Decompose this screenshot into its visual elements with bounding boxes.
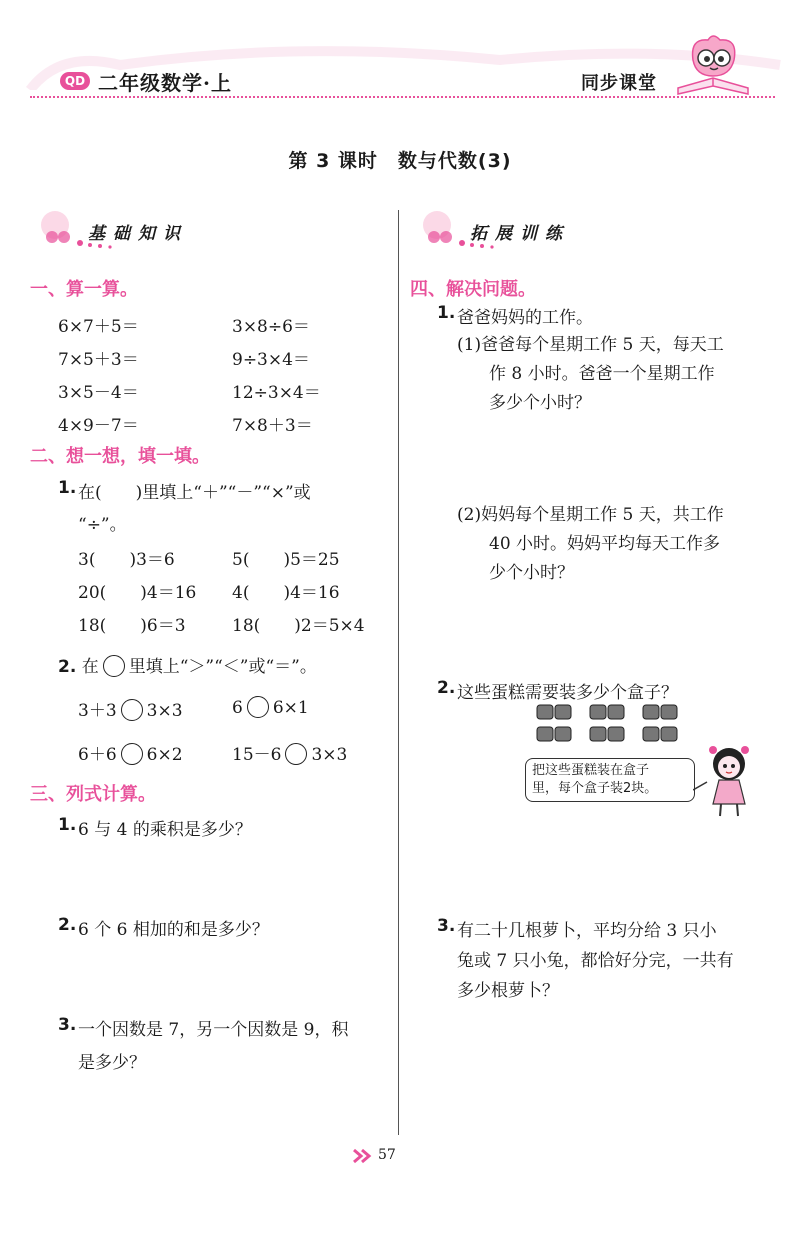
question-number: 3. — [58, 1015, 77, 1035]
question-text: “÷”。 — [78, 515, 127, 535]
question-text: 有二十几根萝卜，平均分给 3 只小 — [457, 921, 717, 941]
extension-banner — [412, 205, 582, 255]
answer-circle[interactable] — [121, 743, 143, 765]
speech-bubble — [525, 758, 695, 802]
compare-right: 6×2 — [146, 745, 183, 765]
question-text: 作 8 小时。爸爸一个星期工作 — [489, 364, 715, 384]
fill-blank-item: 4( )4＝16 — [232, 583, 340, 603]
bubble-text: 把这些蛋糕装在盒子 — [532, 763, 650, 778]
fill-blank-item: 5( )5＝25 — [232, 550, 340, 570]
question-number: 2. — [58, 915, 77, 935]
compare-right: 3×3 — [146, 701, 183, 721]
calc-item: 3×5－4＝ — [58, 383, 139, 403]
page-number: 57 — [378, 1147, 396, 1163]
question-text: 在 — [81, 657, 99, 677]
question-text: 40 小时。妈妈平均每天工作多 — [489, 534, 721, 554]
calc-item: 4×9－7＝ — [58, 416, 139, 436]
column-divider — [398, 210, 399, 1135]
question-text: 里填上“＞”“＜”或“＝”。 — [128, 657, 317, 677]
book-title: 二年级数学·上 — [98, 71, 232, 95]
calc-item: 7×5＋3＝ — [58, 350, 139, 370]
question-number: 1. — [58, 815, 77, 835]
girl-character-icon — [693, 742, 765, 822]
compare-left: 6＋6 — [78, 745, 117, 765]
question-text: 6 与 4 的乘积是多少？ — [78, 820, 252, 840]
answer-circle[interactable] — [285, 743, 307, 765]
fill-blank-item: 18( )2＝5×4 — [232, 616, 365, 636]
compare-item — [78, 740, 183, 765]
book-mascot-icon — [668, 30, 758, 98]
question-text: 这些蛋糕需要装多少个盒子？ — [457, 683, 678, 703]
answer-circle[interactable] — [247, 696, 269, 718]
compare-left: 6 — [232, 698, 243, 718]
question-text: 一个因数是 7，另一个因数是 9，积 — [78, 1020, 349, 1040]
fill-blank-item: 3( )3＝6 — [78, 550, 175, 570]
double-chevron-icon — [352, 1148, 374, 1164]
compare-item — [78, 696, 183, 721]
question-text: 是多少？ — [78, 1053, 146, 1073]
calc-item: 12÷3×4＝ — [232, 383, 321, 403]
basics-banner-label: 基础知识 — [88, 224, 188, 244]
circle-blank-icon — [103, 655, 125, 677]
series-label: 同步课堂 — [581, 73, 657, 94]
section-4-title: 四、解决问题。 — [410, 279, 536, 300]
cakes-illustration — [535, 702, 695, 748]
question-number: 1. — [437, 303, 456, 323]
question-text: 爸爸妈妈的工作。 — [457, 308, 593, 328]
calc-item: 9÷3×4＝ — [232, 350, 310, 370]
question-text: 多少根萝卜？ — [457, 981, 559, 1001]
section-3-title: 三、列式计算。 — [30, 784, 156, 805]
question-number: 3. — [437, 916, 456, 936]
bubble-text: 里，每个盒子装2块。 — [532, 781, 658, 796]
edition-badge: QD — [60, 72, 90, 90]
compare-item — [232, 740, 347, 765]
question-text: 在( )里填上“＋”“－”“×”或 — [78, 483, 311, 503]
compare-left: 15－6 — [232, 745, 282, 765]
calc-item: 6×7＋5＝ — [58, 317, 139, 337]
question-text: 6 个 6 相加的和是多少？ — [78, 920, 269, 940]
section-2-title: 二、想一想，填一填。 — [30, 446, 210, 467]
calc-item: 7×8＋3＝ — [232, 416, 313, 436]
lesson-title: 第 3 课时 数与代数(3) — [288, 150, 512, 172]
question-text: 兔或 7 只小兔，都恰好分完，一共有 — [457, 951, 734, 971]
question-number: 1. — [58, 478, 77, 498]
question-number: 2. — [58, 657, 77, 677]
question-text: (1)爸爸每个星期工作 5 天，每天工 — [457, 335, 724, 355]
compare-left: 3＋3 — [78, 701, 117, 721]
calc-item: 3×8÷6＝ — [232, 317, 310, 337]
header-divider — [30, 96, 775, 98]
compare-right: 3×3 — [311, 745, 348, 765]
question-text: 少个小时？ — [489, 563, 574, 583]
compare-right: 6×1 — [272, 698, 309, 718]
fill-blank-item: 18( )6＝3 — [78, 616, 186, 636]
answer-circle[interactable] — [121, 699, 143, 721]
question-2-line — [58, 652, 317, 677]
compare-item — [232, 696, 309, 718]
question-text: 多少个小时？ — [489, 393, 591, 413]
question-number: 2. — [437, 678, 456, 698]
section-1-title: 一、算一算。 — [30, 279, 138, 300]
fill-blank-item: 20( )4＝16 — [78, 583, 197, 603]
basics-banner — [30, 205, 200, 255]
extension-banner-label: 拓展训练 — [470, 224, 570, 244]
question-text: (2)妈妈每个星期工作 5 天，共工作 — [457, 505, 724, 525]
